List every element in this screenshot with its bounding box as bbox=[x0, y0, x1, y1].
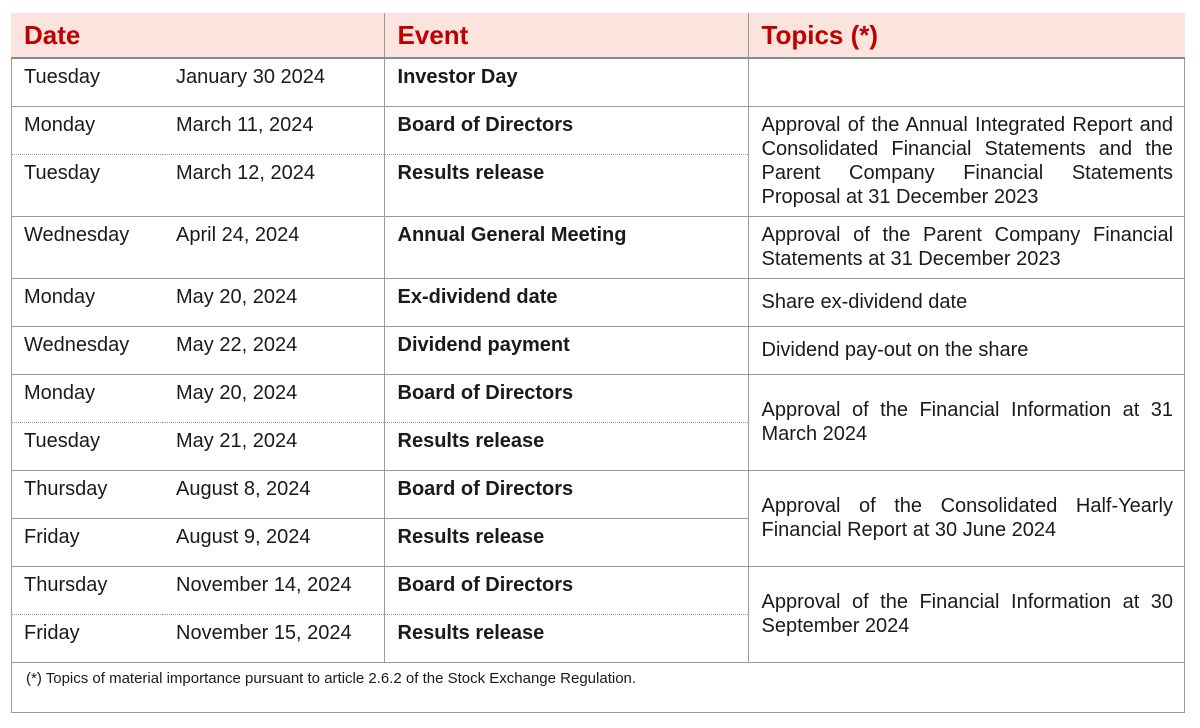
financial-calendar-table bbox=[11, 13, 1185, 663]
table-row bbox=[11, 326, 1185, 374]
header-topics: Topics (*) bbox=[748, 13, 1185, 58]
row-day: Thursday bbox=[11, 470, 163, 518]
table-row bbox=[11, 58, 1185, 106]
row-date: November 14, 2024 bbox=[163, 566, 384, 614]
table-row bbox=[11, 470, 1185, 518]
row-event: Results release bbox=[384, 154, 748, 216]
row-day: Tuesday bbox=[11, 154, 163, 216]
row-event: Board of Directors bbox=[384, 374, 748, 422]
table-row bbox=[11, 278, 1185, 326]
row-day: Monday bbox=[11, 374, 163, 422]
row-day: Friday bbox=[11, 614, 163, 662]
header-date: Date bbox=[11, 13, 384, 58]
row-date: March 12, 2024 bbox=[163, 154, 384, 216]
header-row bbox=[11, 13, 1185, 58]
row-event: Ex-dividend date bbox=[384, 278, 748, 326]
row-event: Investor Day bbox=[384, 58, 748, 106]
row-day: Wednesday bbox=[11, 326, 163, 374]
row-event: Board of Directors bbox=[384, 470, 748, 518]
row-day: Monday bbox=[11, 278, 163, 326]
row-date: August 9, 2024 bbox=[163, 518, 384, 566]
header-event: Event bbox=[384, 13, 748, 58]
row-day: Wednesday bbox=[11, 216, 163, 278]
row-date: May 20, 2024 bbox=[163, 278, 384, 326]
row-event: Board of Directors bbox=[384, 106, 748, 154]
table-row bbox=[11, 216, 1185, 278]
row-topic: Approval of the Financial Information at 31 March 2024 bbox=[748, 374, 1185, 470]
row-date: April 24, 2024 bbox=[163, 216, 384, 278]
row-event: Board of Directors bbox=[384, 566, 748, 614]
row-topic: Approval of the Parent Company Financial Statements at 31 December 2023 bbox=[748, 216, 1185, 278]
row-topic: Approval of the Annual Integrated Report and Consolidated Financial Statements and the Parent Company Financial Statements Proposal at 31 December 2023 bbox=[748, 106, 1185, 216]
row-event: Results release bbox=[384, 422, 748, 470]
table-row bbox=[11, 566, 1185, 614]
footnote: (*) Topics of material importance pursuant to article 2.6.2 of the Stock Exchange Regulation. bbox=[26, 670, 637, 687]
row-event: Annual General Meeting bbox=[384, 216, 748, 278]
row-date: August 8, 2024 bbox=[163, 470, 384, 518]
row-event: Dividend payment bbox=[384, 326, 748, 374]
row-topic: Share ex-dividend date bbox=[748, 278, 1185, 326]
row-day: Tuesday bbox=[11, 58, 163, 106]
row-date: May 21, 2024 bbox=[163, 422, 384, 470]
row-day: Friday bbox=[11, 518, 163, 566]
row-topic: Approval of the Financial Information at 30 September 2024 bbox=[748, 566, 1185, 662]
row-date: May 20, 2024 bbox=[163, 374, 384, 422]
row-topic bbox=[748, 58, 1185, 106]
row-date: November 15, 2024 bbox=[163, 614, 384, 662]
table-row bbox=[11, 374, 1185, 422]
row-date: January 30 2024 bbox=[163, 58, 384, 106]
row-day: Thursday bbox=[11, 566, 163, 614]
row-date: March 11, 2024 bbox=[163, 106, 384, 154]
table-row bbox=[11, 106, 1185, 154]
row-day: Tuesday bbox=[11, 422, 163, 470]
row-topic: Dividend pay-out on the share bbox=[748, 326, 1185, 374]
row-topic: Approval of the Consolidated Half-Yearly Financial Report at 30 June 2024 bbox=[748, 470, 1185, 566]
row-day: Monday bbox=[11, 106, 163, 154]
row-event: Results release bbox=[384, 614, 748, 662]
row-date: May 22, 2024 bbox=[163, 326, 384, 374]
row-event: Results release bbox=[384, 518, 748, 566]
